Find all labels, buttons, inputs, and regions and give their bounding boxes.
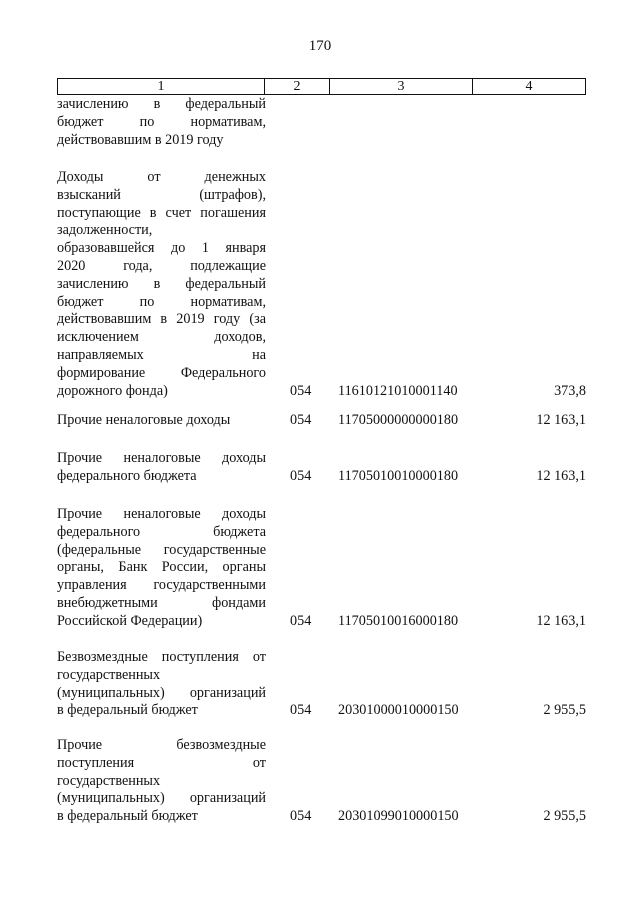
budget-classification-code: 11705010010000180 bbox=[338, 467, 459, 484]
description-line: зачислению в федеральный bbox=[57, 275, 266, 292]
budget-classification-code: 11705010016000180 bbox=[338, 612, 459, 629]
description-line: образовавшейся до 1 января bbox=[57, 240, 266, 257]
row-description bbox=[57, 737, 266, 826]
amount: 12 163,1 bbox=[536, 612, 586, 629]
table-row bbox=[57, 506, 586, 631]
header-col-4: 4 bbox=[525, 79, 533, 94]
description-line: управления государственными bbox=[57, 577, 266, 594]
table-row bbox=[57, 737, 586, 826]
description-line: взысканий (штрафов), bbox=[57, 186, 266, 203]
description-line: исключением доходов, bbox=[57, 329, 266, 346]
description-line: бюджет по нормативам, bbox=[57, 293, 266, 310]
description-line: в федеральный бюджет bbox=[57, 808, 198, 825]
page-number: 170 bbox=[308, 38, 332, 54]
row-description bbox=[57, 412, 266, 430]
description-line: формирование Федерального bbox=[57, 364, 266, 381]
table-row bbox=[57, 412, 586, 430]
description-line: в федеральный бюджет bbox=[57, 702, 198, 719]
row-description bbox=[57, 450, 266, 486]
description-line: государственных bbox=[57, 772, 161, 789]
description-line: Прочие неналоговые доходы bbox=[57, 412, 231, 428]
description-line: поступающие в счет погашения bbox=[57, 204, 266, 221]
admin-code: 054 bbox=[290, 412, 312, 428]
admin-code: 054 bbox=[290, 467, 312, 484]
description-line: (муниципальных) организаций bbox=[57, 684, 266, 701]
description-line: государственных bbox=[57, 666, 161, 683]
header-col-3: 3 bbox=[330, 79, 473, 94]
table-row bbox=[57, 450, 586, 486]
description-line: бюджет по нормативам, bbox=[57, 113, 266, 130]
description-line: направляемых на bbox=[57, 346, 266, 363]
admin-code: 054 bbox=[290, 612, 312, 629]
header-col-1: 1 bbox=[58, 79, 265, 94]
description-line: поступления от bbox=[57, 754, 266, 771]
description-line: задолженности, bbox=[57, 222, 153, 239]
description-line: Прочие безвозмездные bbox=[57, 737, 266, 753]
table-row bbox=[57, 169, 586, 400]
description-line: федерального бюджета bbox=[57, 467, 197, 484]
description-line: (федеральные государственные bbox=[57, 541, 266, 558]
description-line: (муниципальных) организаций bbox=[57, 790, 266, 807]
description-line: дорожного фонда) bbox=[57, 382, 168, 399]
budget-classification-code: 20301099010000150 bbox=[338, 808, 459, 825]
budget-classification-code: 20301000010000150 bbox=[338, 702, 459, 719]
amount: 2 955,5 bbox=[543, 702, 586, 719]
description-line: Безвозмездные поступления от bbox=[57, 649, 266, 665]
admin-code: 054 bbox=[290, 382, 312, 399]
table-header bbox=[57, 78, 586, 95]
description-line: Российской Федерации) bbox=[57, 612, 203, 629]
admin-code: 054 bbox=[290, 702, 312, 719]
table-row bbox=[57, 649, 586, 720]
description-line: федерального бюджета bbox=[57, 523, 266, 540]
description-line: действовавшим в 2019 году bbox=[57, 131, 224, 148]
amount: 2 955,5 bbox=[543, 808, 586, 825]
row-description bbox=[57, 649, 266, 720]
row-description bbox=[57, 169, 266, 400]
description-line: органы, Банк России, органы bbox=[57, 559, 266, 576]
description-line: Прочие неналоговые доходы bbox=[57, 506, 266, 522]
amount: 12 163,1 bbox=[536, 467, 586, 484]
description-line: Прочие неналоговые доходы bbox=[57, 450, 266, 466]
description-line: 2020 года, подлежащие bbox=[57, 257, 266, 274]
description-line: внебюджетными фондами bbox=[57, 594, 266, 611]
description-line: Доходы от денежных bbox=[57, 169, 266, 185]
table-row bbox=[57, 96, 586, 149]
row-description bbox=[57, 96, 266, 149]
description-line: зачислению в федеральный bbox=[57, 96, 266, 112]
admin-code: 054 bbox=[290, 808, 312, 825]
budget-classification-code: 11705000000000180 bbox=[338, 412, 459, 428]
description-line: действовавшим в 2019 году (за bbox=[57, 311, 266, 328]
amount: 373,8 bbox=[554, 382, 586, 399]
row-description bbox=[57, 506, 266, 631]
header-col-2: 2 bbox=[265, 79, 330, 94]
amount: 12 163,1 bbox=[536, 412, 586, 428]
budget-classification-code: 11610121010001140 bbox=[338, 382, 458, 399]
